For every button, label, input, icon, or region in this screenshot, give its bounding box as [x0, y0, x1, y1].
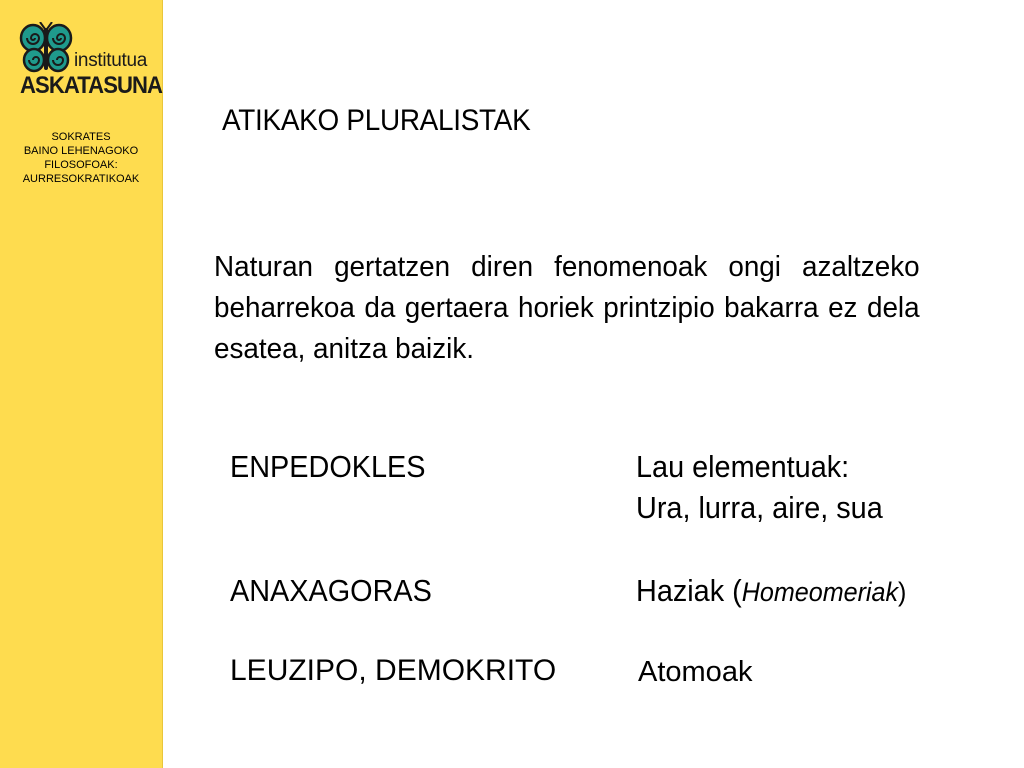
desc-prefix: Haziak (	[636, 573, 742, 608]
philosopher-name: LEUZIPO, DEMOKRITO	[230, 654, 557, 687]
sidebar-line: BAINO LEHENAGOKO	[23, 145, 139, 157]
intro-paragraph: Naturan gertatzen diren fenomenoak ongi azaltzeko beharrekoa da gertaera horiek printzipio bakarra ez dela esatea, anitza baizik.	[214, 251, 920, 365]
philosopher-desc-line2: Ura, lurra, aire, sua	[636, 490, 883, 525]
sidebar	[0, 0, 163, 768]
slide-title: ATIKAKO PLURALISTAK	[222, 104, 531, 137]
philosopher-desc: Atomoak	[638, 656, 753, 688]
desc-italic: Homeomeriak	[741, 577, 899, 607]
philosopher-desc: Lau elementuak:	[636, 449, 850, 484]
philosopher-name: ENPEDOKLES	[230, 449, 426, 484]
butterfly-icon	[18, 22, 74, 74]
desc-suffix: )	[898, 577, 907, 607]
sidebar-subtitle	[0, 130, 162, 186]
sidebar-line: AURRESOKRATIKOAK	[22, 173, 140, 185]
logo-small-text: institutua	[74, 50, 148, 71]
philosopher-name: ANAXAGORAS	[230, 573, 432, 608]
philosopher-desc	[636, 573, 906, 609]
sidebar-line: FILOSOFOAK:	[44, 159, 118, 171]
askatasuna-logo	[14, 20, 163, 100]
sidebar-line: SOKRATES	[51, 131, 111, 143]
logo-big-text: ASKATASUNA	[20, 72, 163, 99]
